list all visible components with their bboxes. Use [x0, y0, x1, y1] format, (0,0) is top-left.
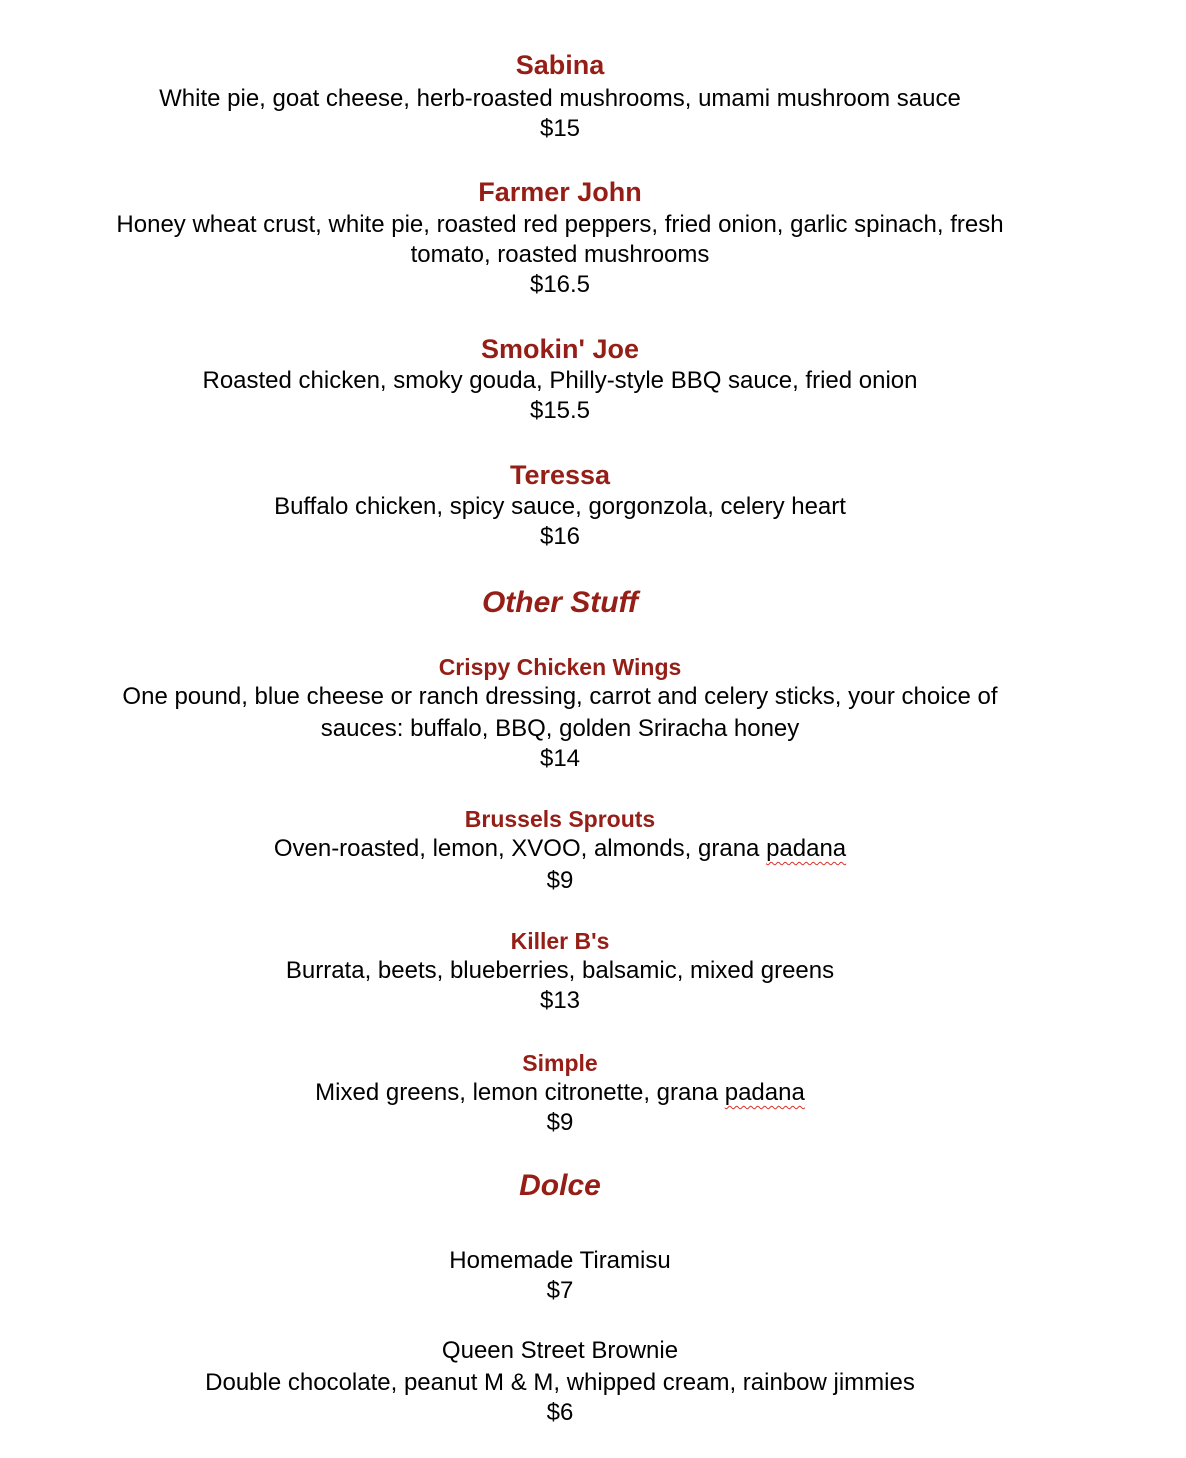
item-name: Homemade Tiramisu — [449, 1247, 671, 1274]
item-price: $16.5 — [529, 271, 591, 298]
item-name: Farmer John — [478, 177, 642, 207]
item-description: sauces: buffalo, BBQ, golden Sriracha honey — [320, 715, 800, 742]
item-name: Brussels Sprouts — [464, 806, 656, 832]
item-name: Simple — [522, 1050, 598, 1076]
item-description — [0, 834, 1120, 864]
section-heading: Other Stuff — [481, 586, 639, 619]
item-description: One pound, blue cheese or ranch dressing, carrot and celery sticks, your choice of — [122, 683, 998, 710]
item-name: Queen Street Brownie — [441, 1337, 679, 1364]
item-name: Teressa — [509, 460, 611, 490]
item-price: $13 — [539, 987, 581, 1014]
item-description: Roasted chicken, smoky gouda, Philly-style BBQ sauce, fried onion — [202, 367, 918, 394]
item-description: Honey wheat crust, white pie, roasted red peppers, fried onion, garlic spinach, fresh — [116, 211, 1004, 238]
spellcheck-marked-word[interactable]: padana — [766, 835, 847, 862]
item-price: $15.5 — [529, 397, 591, 424]
item-description: Burrata, beets, blueberries, balsamic, mixed greens — [285, 957, 835, 984]
description-text: Mixed greens, lemon citronette, grana — [315, 1079, 725, 1106]
item-name: Killer B's — [510, 928, 610, 954]
description-text: Oven-roasted, lemon, XVOO, almonds, grana — [273, 835, 767, 862]
item-name: Smokin' Joe — [481, 334, 639, 364]
item-price: $16 — [539, 523, 581, 550]
item-price: $9 — [546, 867, 574, 894]
item-description: tomato, roasted mushrooms — [410, 241, 710, 268]
item-name: Crispy Chicken Wings — [438, 654, 682, 680]
section-heading: Dolce — [519, 1169, 601, 1202]
spellcheck-marked-word[interactable]: padana — [724, 1079, 805, 1106]
item-description: Double chocolate, peanut M & M, whipped cream, rainbow jimmies — [205, 1369, 915, 1396]
item-name: Sabina — [515, 50, 605, 80]
item-description — [0, 1078, 1120, 1108]
item-price: $14 — [539, 745, 581, 772]
item-description: White pie, goat cheese, herb-roasted mushrooms, umami mushroom sauce — [159, 85, 961, 112]
item-price: $15 — [539, 115, 581, 142]
item-description: Buffalo chicken, spicy sauce, gorgonzola, celery heart — [274, 493, 846, 520]
item-price: $7 — [546, 1277, 574, 1304]
item-price: $6 — [546, 1399, 574, 1426]
item-price: $9 — [546, 1109, 574, 1136]
